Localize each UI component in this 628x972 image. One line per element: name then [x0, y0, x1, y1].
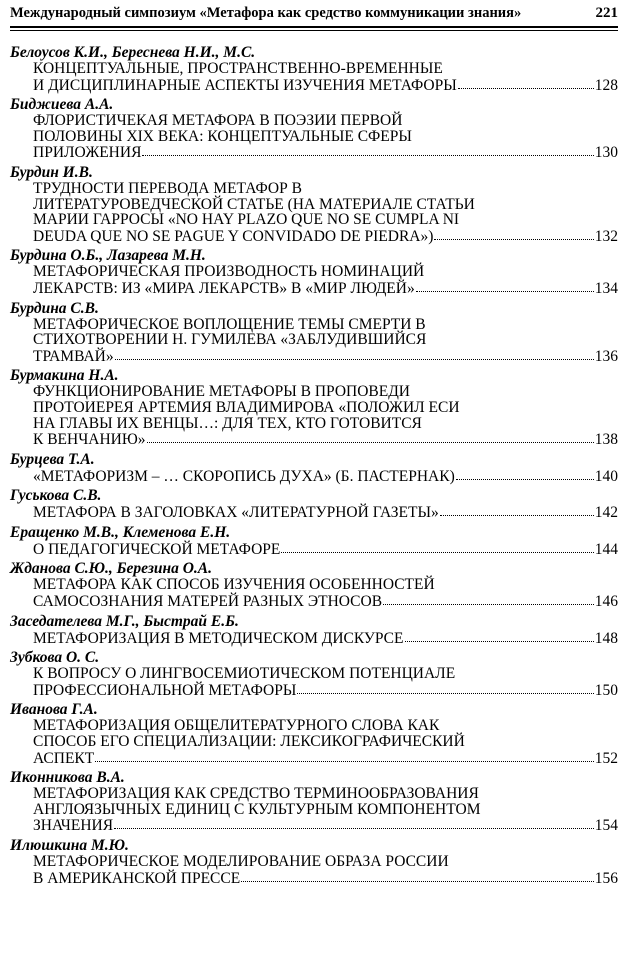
toc-entry-title-last-line — [33, 144, 618, 161]
toc-entry-title-line: СТИХОТВОРЕНИИ Н. ГУМИЛЕВА «ЗАБЛУДИВШИЙСЯ — [33, 331, 427, 349]
toc-entry — [10, 97, 618, 161]
toc-entry-title-line: ПРОТОИЕРЕЯ АРТЕМИЯ ВЛАДИМИРОВА «ПОЛОЖИЛ ЕСИ — [33, 398, 460, 416]
toc-entry-page-number: 146 — [594, 593, 618, 611]
toc-entry — [10, 248, 618, 296]
toc-entry-title-line: ТРАМВАЙ» — [33, 347, 114, 365]
toc-entry — [10, 650, 618, 698]
dot-leader — [147, 430, 594, 443]
toc-entry-title — [10, 666, 618, 698]
toc-entry-page-number: 150 — [594, 681, 618, 699]
toc-entry-page-number: 128 — [594, 76, 618, 94]
toc-entry-authors: Бурцева Т.А. — [10, 450, 95, 468]
toc-entry-title-line: НА ГЛАВЫ ИХ ВЕНЦЫ…: ДЛЯ ТЕХ, КТО ГОТОВИТСЯ — [33, 414, 422, 432]
toc-entry-title-line: ПОЛОВИНЫ XIX ВЕКА: КОНЦЕПТУАЛЬНЫЕ СФЕРЫ — [33, 127, 412, 145]
toc-entry-authors: Биджиева А.А. — [10, 96, 114, 114]
toc-entry-title-last-line — [33, 77, 618, 94]
running-header-title: Международный симпозиум «Метафора как средство коммуникации знания» — [10, 5, 522, 21]
toc-entry-page-number: 138 — [594, 431, 618, 449]
dot-leader — [416, 279, 594, 292]
toc-entry-title-last-line — [33, 348, 618, 365]
toc-entry — [10, 452, 618, 485]
toc-entry-title-line: К ВОПРОСУ О ЛИНГВОСЕМИОТИЧЕСКОМ ПОТЕНЦИАЛЕ — [33, 665, 456, 683]
toc-entry — [10, 165, 618, 244]
toc-entry-page-number: 130 — [594, 144, 618, 162]
toc-entry-title — [10, 541, 618, 558]
toc-entry-title-line: «МЕТАФОРИЗМ – … СКОРОПИСЬ ДУХА» (Б. ПАСТЕРНАК) — [33, 467, 455, 485]
toc-entry-title-line: МЕТАФОРИЗАЦИЯ ОБЩЕЛИТЕРАТУРНОГО СЛОВА КАК — [33, 717, 440, 735]
toc-entry-title — [10, 317, 618, 365]
toc-entry-title-line: МЕТАФОРА КАК СПОСОБ ИЗУЧЕНИЯ ОСОБЕННОСТЕЙ — [33, 576, 435, 594]
toc-entry-title-line: МЕТАФОРИЧЕСКОЕ МОДЕЛИРОВАНИЕ ОБРАЗА РОССИИ — [33, 853, 449, 870]
dot-leader — [297, 681, 593, 694]
header-rule-thin — [10, 30, 618, 31]
toc-entry-authors: Бурдина С.В. — [10, 299, 99, 317]
toc-entry-title-line: DEUDA QUE NO SE PAGUE Y CONVIDADO DE PIEDRA») — [33, 227, 434, 245]
toc-entry-authors: Заседателева М.Г., Быстрай Е.Б. — [10, 612, 239, 630]
toc-entry — [10, 301, 618, 365]
dot-leader — [114, 816, 594, 829]
toc-entry-title — [10, 181, 618, 244]
toc-entry — [10, 525, 618, 558]
dot-leader — [434, 227, 593, 240]
toc-entry-title-line: АНГЛОЯЗЫЧНЫХ ЕДИНИЦ С КУЛЬТУРНЫМ КОМПОНЕНТОМ — [33, 800, 481, 818]
table-of-contents — [10, 45, 618, 886]
toc-entry-title-last-line — [33, 228, 618, 245]
toc-entry-title-line: МЕТАФОРИЗАЦИЯ В МЕТОДИЧЕСКОМ ДИСКУРСЕ — [33, 629, 404, 647]
toc-entry-authors: Бурдин И.В. — [10, 163, 93, 181]
toc-entry-page-number: 134 — [594, 279, 618, 297]
toc-entry-page-number: 136 — [594, 347, 618, 365]
header-rule-thick — [10, 26, 618, 28]
toc-entry-title-last-line — [33, 682, 618, 699]
toc-entry — [10, 488, 618, 521]
toc-entry-title-line: СПОСОБ ЕГО СПЕЦИАЛИЗАЦИИ: ЛЕКСИКОГРАФИЧЕСКИЙ — [33, 733, 465, 751]
toc-entry-page-number: 154 — [594, 817, 618, 835]
dot-leader — [383, 592, 594, 605]
toc-entry-title-line: ФЛОРИСТИЧЕКАЯ МЕТАФОРА В ПОЭЗИИ ПЕРВОЙ — [33, 112, 403, 130]
toc-entry-title-line: ФУНКЦИОНИРОВАНИЕ МЕТАФОРЫ В ПРОПОВЕДИ — [33, 383, 411, 401]
toc-entry-authors: Илюшкина М.Ю. — [10, 837, 129, 854]
toc-entry-title — [10, 264, 618, 296]
toc-entry-title-line: КОНЦЕПТУАЛЬНЫЕ, ПРОСТРАНСТВЕННО-ВРЕМЕННЫЕ — [33, 60, 443, 77]
toc-entry-title-last-line — [33, 817, 618, 834]
toc-entry-authors: Еращенко М.В., Клеменова Е.Н. — [10, 523, 231, 541]
toc-entry-title-line: САМОСОЗНАНИЯ МАТЕРЕЙ РАЗНЫХ ЭТНОСОВ — [33, 593, 383, 611]
dot-leader — [281, 540, 593, 553]
toc-entry-title-line: О ПЕДАГОГИЧЕСКОЙ МЕТАФОРЕ — [33, 540, 281, 558]
dot-leader — [142, 143, 593, 156]
toc-entry-title — [10, 113, 618, 161]
toc-entry-title-line: МАРИИ ГАРРОСЫ «NO HAY PLAZO QUE NO SE CUMPLA NI — [33, 211, 460, 229]
toc-entry-title-line: МЕТАФОРИЧЕСКОЕ ВОПЛОЩЕНИЕ ТЕМЫ СМЕРТИ В — [33, 315, 426, 333]
toc-entry-title-last-line — [33, 870, 618, 887]
toc-entry-authors: Белоусов К.И., Береснева Н.И., М.С. — [10, 44, 256, 61]
page-number: 221 — [595, 5, 618, 21]
toc-entry-title — [10, 718, 618, 766]
toc-entry — [10, 561, 618, 609]
toc-entry-title-last-line — [33, 630, 618, 647]
toc-entry-title — [10, 61, 618, 93]
toc-entry-page-number: 156 — [594, 869, 618, 887]
toc-entry-title-line: МЕТАФОРА В ЗАГОЛОВКАХ «ЛИТЕРАТУРНОЙ ГАЗЕТЫ» — [33, 504, 439, 522]
toc-entry — [10, 368, 618, 447]
toc-entry-title-line: ТРУДНОСТИ ПЕРЕВОДА МЕТАФОР В — [33, 179, 302, 197]
dot-leader — [440, 503, 594, 516]
toc-entry-title — [10, 577, 618, 609]
toc-entry-title-line: МЕТАФОРИЗАЦИЯ КАК СРЕДСТВО ТЕРМИНООБРАЗОВАНИЯ — [33, 785, 479, 803]
running-header — [10, 0, 618, 26]
toc-entry-authors: Бурдина О.Б., Лазарева М.Н. — [10, 247, 206, 265]
toc-entry — [10, 838, 618, 886]
toc-entry-title — [10, 468, 618, 485]
dot-leader — [456, 467, 594, 480]
toc-entry-authors: Бурмакина Н.А. — [10, 367, 119, 385]
toc-entry-title-line: АСПЕКТ — [33, 749, 95, 767]
toc-entry-page-number: 140 — [594, 467, 618, 485]
toc-entry-page-number: 142 — [594, 504, 618, 522]
dot-leader — [405, 629, 594, 642]
toc-entry — [10, 614, 618, 647]
toc-entry — [10, 45, 618, 93]
toc-entry — [10, 770, 618, 834]
toc-entry-title — [10, 384, 618, 447]
dot-leader — [241, 869, 594, 882]
toc-entry-title-line: ПРОФЕССИОНАЛЬНОЙ МЕТАФОРЫ — [33, 681, 297, 699]
toc-entry-page-number: 148 — [594, 629, 618, 647]
toc-entry-title — [10, 504, 618, 521]
toc-entry-title-last-line — [33, 593, 618, 610]
toc-entry-title-line: ЗНАЧЕНИЯ — [33, 817, 114, 835]
toc-entry-title-line: МЕТАФОРИЧЕСКАЯ ПРОИЗВОДНОСТЬ НОМИНАЦИЙ — [33, 263, 425, 281]
toc-entry-authors: Жданова С.Ю., Березина О.А. — [10, 560, 213, 578]
toc-entry-title-last-line — [33, 468, 618, 485]
toc-entry-title-last-line — [33, 750, 618, 767]
toc-entry-title-last-line — [33, 280, 618, 297]
toc-entry-title-line: И ДИСЦИПЛИНАРНЫЕ АСПЕКТЫ ИЗУЧЕНИЯ МЕТАФОРЫ — [33, 76, 457, 94]
toc-entry-title-last-line — [33, 541, 618, 558]
toc-entry-page-number: 152 — [594, 749, 618, 767]
toc-entry-title-line: ЛИТЕРАТУРОВЕДЧЕСКОЙ СТАТЬЕ (НА МАТЕРИАЛЕ СТАТЬИ — [33, 195, 475, 213]
toc-entry-authors: Иконникова В.А. — [10, 769, 125, 787]
toc-entry-title — [10, 854, 618, 886]
toc-entry-authors: Гуськова С.В. — [10, 487, 102, 505]
toc-entry-title — [10, 630, 618, 647]
toc-entry-title-line: ПРИЛОЖЕНИЯ — [33, 144, 142, 162]
dot-leader — [458, 76, 594, 89]
toc-entry-title-line: К ВЕНЧАНИЮ» — [33, 431, 146, 449]
toc-entry-title-last-line — [33, 504, 618, 521]
dot-leader — [115, 347, 594, 360]
toc-entry-title-line: ЛЕКАРСТВ: ИЗ «МИРА ЛЕКАРСТВ» В «МИР ЛЮДЕЙ» — [33, 279, 415, 297]
toc-entry — [10, 702, 618, 766]
dot-leader — [95, 749, 594, 762]
toc-entry-authors: Зубкова О. С. — [10, 649, 100, 667]
toc-entry-title-line: В АМЕРИКАНСКОЙ ПРЕССЕ — [33, 869, 241, 887]
toc-entry-page-number: 132 — [594, 227, 618, 245]
toc-entry-authors: Иванова Г.А. — [10, 701, 98, 719]
toc-entry-title-last-line — [33, 431, 618, 448]
toc-entry-page-number: 144 — [594, 540, 618, 558]
toc-entry-title — [10, 786, 618, 834]
